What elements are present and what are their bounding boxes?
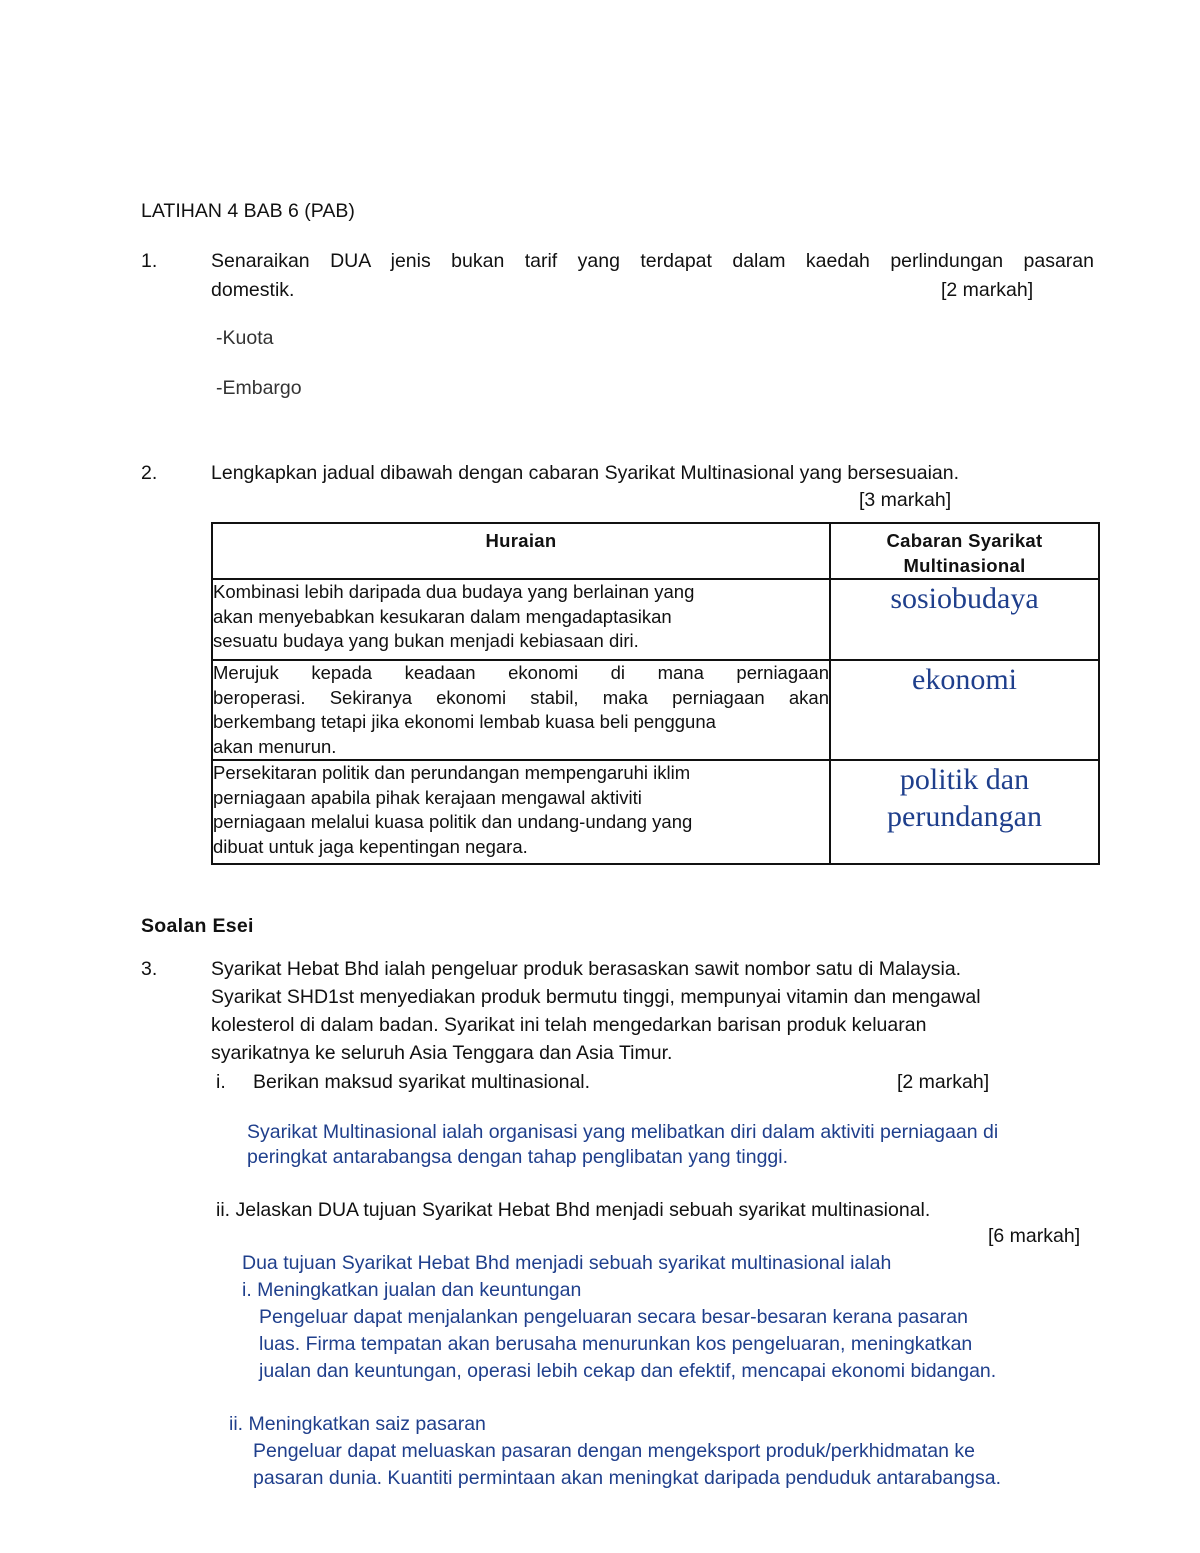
q2-marks: [3 markah] <box>859 489 952 511</box>
row3-answer-line1: politik dan <box>899 763 1030 796</box>
q1-text-line2: domestik. <box>211 279 295 301</box>
challenge-table <box>211 522 1100 865</box>
row3-desc-line: dibuat untuk jaga kepentingan negara. <box>213 835 528 857</box>
row1-desc-line: sesuatu budaya yang bukan menjadi kebiasaan diri. <box>213 630 639 651</box>
q3-part-ii-point1-title: i. Meningkatkan jualan dan keuntungan <box>242 1279 582 1301</box>
row2-description <box>212 660 830 760</box>
q3-part-ii-point2-title: ii. Meningkatkan saiz pasaran <box>229 1413 486 1435</box>
row2-desc-line: Merujuk kepada keadaan ekonomi di mana perniagaan <box>213 662 829 683</box>
header-huraian <box>212 523 830 579</box>
header-cabaran-line1: Cabaran Syarikat <box>886 530 1043 551</box>
row2-answer-text: ekonomi <box>912 663 1017 696</box>
row3-desc-line: Persekitaran politik dan perundangan mempengaruhi iklim <box>213 762 691 783</box>
q2-number: 2. <box>141 462 158 484</box>
row1-desc-line: akan menyebabkan kesukaran dalam mengadaptasikan <box>213 605 672 627</box>
q3-part-ii-point1-body-line: Pengeluar dapat menjalankan pengeluaran secara besar-besaran kerana pasaran <box>259 1306 968 1328</box>
q3-part-i-answer-line: Syarikat Multinasional ialah organisasi yang melibatkan diri dalam aktiviti perniagaan di <box>247 1121 999 1143</box>
row3-description <box>212 760 830 864</box>
table-row <box>212 660 1099 760</box>
page-title: LATIHAN 4 BAB 6 (PAB) <box>141 200 355 222</box>
q3-part-ii-marks: [6 markah] <box>988 1225 1081 1247</box>
row3-answer <box>830 760 1099 864</box>
row1-description <box>212 579 830 660</box>
q3-part-ii-point1-body-line: luas. Firma tempatan akan berusaha menurunkan kos pengeluaran, meningkatkan <box>259 1333 973 1355</box>
q1-answer-1: -Kuota <box>216 327 274 349</box>
q3-text-line: kolesterol di dalam badan. Syarikat ini telah mengedarkan barisan produk keluaran <box>211 1014 927 1036</box>
q1-answer-2: -Embargo <box>216 377 302 399</box>
header-cabaran <box>830 523 1099 579</box>
header-huraian-label: Huraian <box>485 530 557 551</box>
table-row <box>212 579 1099 660</box>
header-cabaran-line2: Multinasional <box>903 555 1026 576</box>
q3-part-i-marks: [2 markah] <box>897 1071 990 1093</box>
q3-part-ii-text: ii. Jelaskan DUA tujuan Syarikat Hebat Bhd menjadi sebuah syarikat multinasional. <box>216 1199 931 1221</box>
q3-number: 3. <box>141 958 158 980</box>
row3-desc-line: perniagaan apabila pihak kerajaan mengawal aktiviti <box>213 786 642 808</box>
q1-marks: [2 markah] <box>941 279 1034 301</box>
q3-part-ii-point2-body-line: Pengeluar dapat meluaskan pasaran dengan mengeksport produk/perkhidmatan ke <box>253 1440 975 1462</box>
row3-answer-line2: perundangan <box>887 800 1042 833</box>
q3-part-ii-point2-body-line: pasaran dunia. Kuantiti permintaan akan meningkat daripada penduduk antarabangsa. <box>253 1467 1002 1489</box>
essay-heading: Soalan Esei <box>141 915 254 937</box>
row1-answer <box>830 579 1099 660</box>
q3-text-line: syarikatnya ke seluruh Asia Tenggara dan Asia Timur. <box>211 1042 673 1064</box>
q3-text-line: Syarikat Hebat Bhd ialah pengeluar produk berasaskan sawit nombor satu di Malaysia. <box>211 958 962 980</box>
q3-part-i-text: Berikan maksud syarikat multinasional. <box>253 1071 591 1093</box>
q3-part-ii-intro: Dua tujuan Syarikat Hebat Bhd menjadi sebuah syarikat multinasional ialah <box>242 1252 892 1274</box>
row2-desc-line: beroperasi. Sekiranya ekonomi stabil, maka perniagaan akan <box>213 686 829 708</box>
row3-desc-line: perniagaan melalui kuasa politik dan undang-undang yang <box>213 811 693 832</box>
table-row <box>212 760 1099 864</box>
table-header-row <box>212 523 1099 579</box>
q3-part-i-answer-line: peringkat antarabangsa dengan tahap penglibatan yang tinggi. <box>247 1146 789 1168</box>
q2-text: Lengkapkan jadual dibawah dengan cabaran Syarikat Multinasional yang bersesuaian. <box>211 462 960 484</box>
q3-text-line: Syarikat SHD1st menyediakan produk bermutu tinggi, mempunyai vitamin dan mengawal <box>211 986 981 1008</box>
row2-answer <box>830 660 1099 760</box>
row1-answer-text: sosiobudaya <box>890 582 1039 615</box>
q3-part-ii-point1-body-line: jualan dan keuntungan, operasi lebih cekap dan efektif, mencapai ekonomi bidangan. <box>259 1360 997 1382</box>
q3-part-i-label: i. <box>216 1071 226 1093</box>
q1-text-line1: Senaraikan DUA jenis bukan tarif yang terdapat dalam kaedah perlindungan pasaran <box>211 250 1094 272</box>
row2-desc-line: akan menurun. <box>213 735 337 757</box>
row1-desc-line: Kombinasi lebih daripada dua budaya yang berlainan yang <box>213 581 695 602</box>
row2-desc-line: berkembang tetapi jika ekonomi lembab kuasa beli pengguna <box>213 711 716 732</box>
q1-number: 1. <box>141 250 158 272</box>
